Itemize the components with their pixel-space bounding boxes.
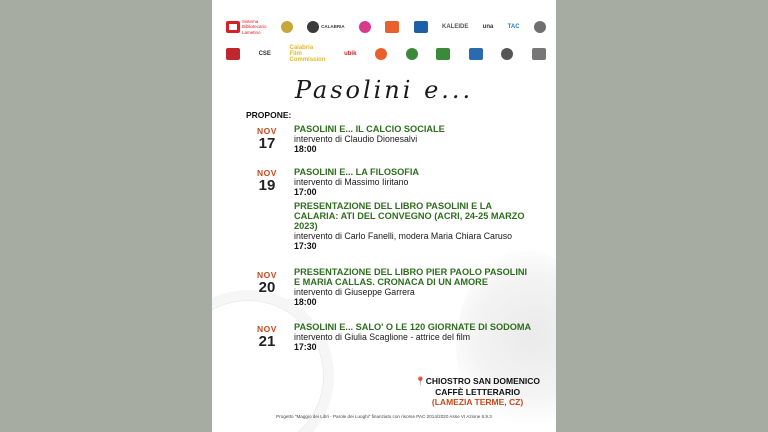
event-title: PASOLINI E... IL CALCIO SOCIALE [294,124,445,134]
logo-mark-icon [469,48,483,60]
kaleido-logo [442,24,468,30]
logo-text: Calabria Film Commission [289,45,326,63]
logo-mark-icon [226,48,240,60]
venue-city: (LAMEZIA TERME, CZ) [431,397,524,407]
seal-logo [281,21,293,33]
event-poster [212,0,556,432]
date-day: 20 [258,279,276,296]
logo-mark-icon [385,21,399,33]
logo-mark-icon [534,21,546,33]
logo-text: TAC [507,24,520,30]
venue-name: CHIOSTRO SAN DOMENICO [425,376,540,386]
event-item [294,322,532,353]
logo-text: CALABRIA [321,23,345,29]
sponsor-logos-row-2 [226,44,546,64]
date-day: 21 [258,333,276,350]
event-speaker: intervento di Giuseppe Garrera [294,287,415,297]
small-logo-a [469,48,483,60]
logo-text: ubik [344,51,357,57]
flag-logo [436,48,450,60]
record-decoration [212,300,324,432]
logo-mark-icon [281,21,293,33]
venue-line-1 [415,376,540,387]
unsi-logo [483,24,494,30]
poster-title: Pasolini e... [294,76,474,104]
date-day: 19 [258,177,276,194]
event-time: 17:30 [294,241,317,251]
logo-mark-icon [359,21,371,33]
event-time: 18:00 [294,297,317,307]
funding-footer: Progetto "Maggio dei Libri - Parole dei Luoghi" finanziato con risorse PAC 2014/2020 Asse VI Azione 6.9.3 [276,414,492,419]
date-month: NOV [257,270,277,280]
date-day: 17 [258,135,276,152]
date-month: NOV [257,126,277,136]
logo-mark-icon [414,21,428,33]
portrait-logo [534,21,546,33]
event-speaker: intervento di Claudio Dionesalvi [294,134,418,144]
small-logo-c [532,48,546,60]
hand-logo [385,21,399,33]
location-pin-icon: 📍 [415,376,426,386]
event-title: PRESENTAZIONE DEL LIBRO PIER PAOLO PASOLINI E MARIA CALLAS. CRONACA DI UN AMORE [294,267,528,287]
event-title: PASOLINI E... SALO' O LE 120 GIORNATE DI SODOMA [294,322,532,332]
event-time: 18:00 [294,144,317,154]
event-title: PRESENTAZIONE DEL LIBRO PASOLINI E LA CALARIA: ATI DEL CONVEGNO (ACRI, 24-25 MARZO 2023) [294,201,525,231]
ubik-logo [344,51,356,57]
event-time: 17:00 [294,187,317,197]
pink-logo [359,21,371,33]
venue-block [415,376,540,408]
event-speaker: intervento di Massimo Iiritano [294,177,409,187]
event-title: PASOLINI E... LA FILOSOFIA [294,167,420,177]
logo-text: Sistema Bibliotecario Lametino [242,19,267,35]
logo-mark-icon [532,48,546,60]
date-month: NOV [257,168,277,178]
venue-line-2: CAFFÈ LETTERARIO [435,386,521,397]
Sistema Bibliotecario Lametino [226,19,267,35]
tac-logo [508,24,520,30]
logo-text: una [482,24,494,30]
event-speaker: intervento di Carlo Fanelli, modera Maria Chiara Caruso [294,231,513,241]
logo-mark-icon [406,48,418,60]
ministero-logo [226,48,240,60]
date-block [250,126,284,151]
small-logo-b [501,48,513,60]
logo-mark-icon [501,48,513,60]
logo-text: CSE [258,51,271,57]
event-item [294,167,532,198]
event-speaker: intervento di Giulia Scaglione - attrice del film [294,332,471,342]
date-block [250,168,284,193]
date-block [250,324,284,349]
book-icon [226,21,240,33]
cse-logo [259,51,271,57]
propone-label: PROPONE: [246,110,292,120]
calabria-film-commission-logo [290,45,326,63]
event-item [294,201,532,252]
logo-mark-icon [307,21,319,33]
blue-logo [414,21,428,33]
orange-logo [375,48,387,60]
logo-mark-icon [375,48,387,60]
event-item [294,267,532,308]
logo-text: KALEIDE [441,24,469,30]
date-month: NOV [257,324,277,334]
sponsor-logos-row-1 [226,14,546,40]
date-block [250,270,284,295]
logo-mark-icon [436,48,450,60]
event-time: 17:30 [294,342,317,352]
green-logo [406,48,418,60]
event-item [294,124,532,155]
calabria-logo [307,21,345,33]
